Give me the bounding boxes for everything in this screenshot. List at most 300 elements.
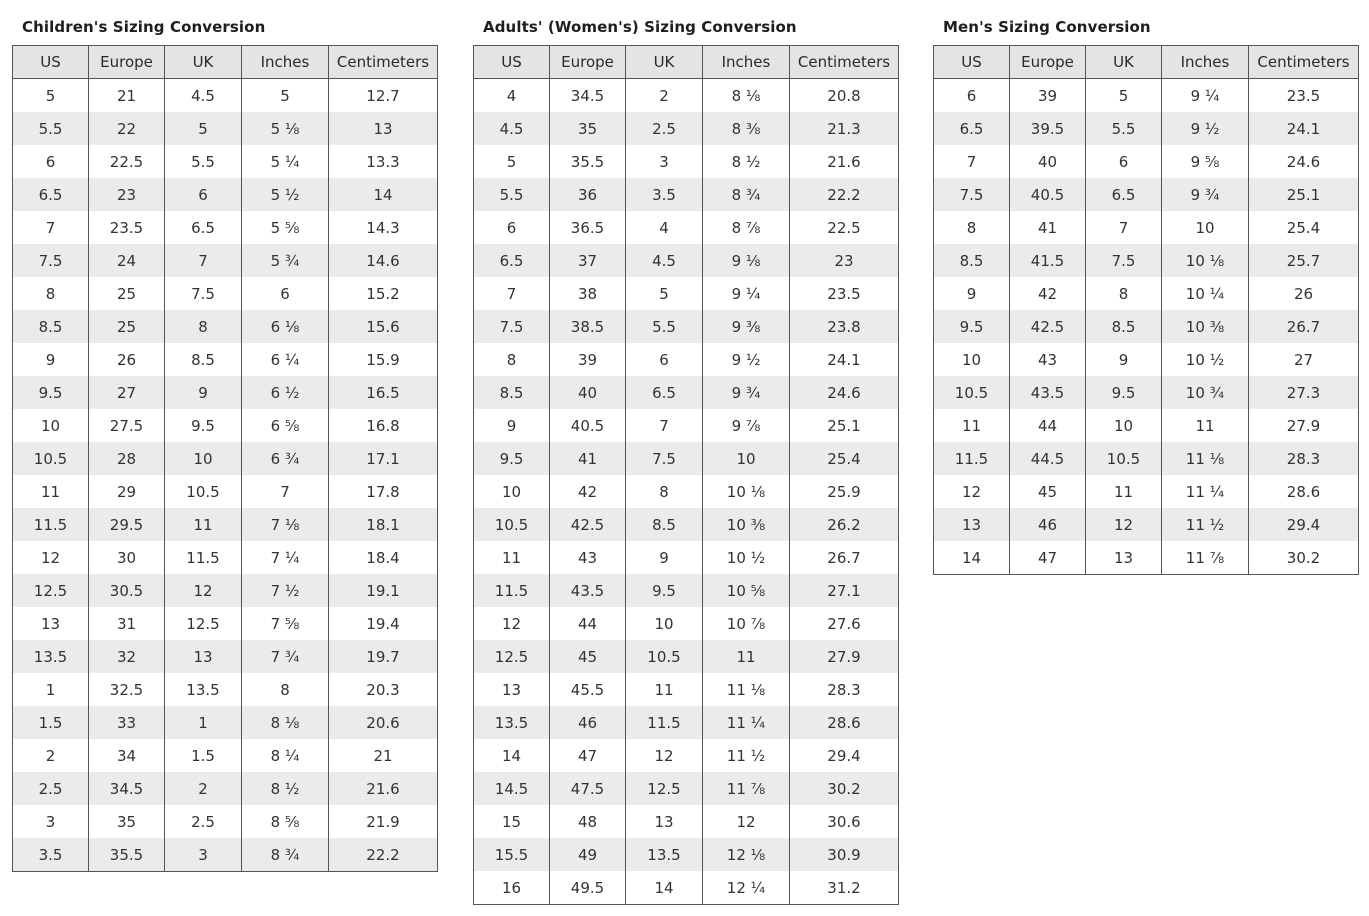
table-row [474,442,899,475]
cell-inches: 8 ⅝ [242,805,329,838]
cell-us: 9 [13,343,89,376]
cell-uk: 3.5 [626,178,703,211]
cell-europe: 27.5 [89,409,165,442]
cell-centimeters: 27.9 [790,640,899,673]
cell-uk: 7.5 [626,442,703,475]
cell-inches: 10 ⅝ [703,574,790,607]
table-row [13,739,438,772]
cell-uk: 8.5 [1086,310,1162,343]
cell-us: 13 [13,607,89,640]
cell-inches: 6 ⅛ [242,310,329,343]
cell-europe: 39 [1010,79,1086,113]
cell-us: 12.5 [13,574,89,607]
table-row [474,673,899,706]
cell-centimeters: 16.8 [329,409,438,442]
cell-us: 9.5 [474,442,550,475]
cell-europe: 44 [1010,409,1086,442]
cell-uk: 5 [1086,79,1162,113]
cell-inches: 5 [242,79,329,113]
cell-uk: 12.5 [165,607,242,640]
cell-us: 10.5 [13,442,89,475]
cell-europe: 30.5 [89,574,165,607]
cell-inches: 11 [703,640,790,673]
table-row [474,805,899,838]
cell-inches: 10 ¼ [1162,277,1249,310]
cell-europe: 30 [89,541,165,574]
table-row [474,211,899,244]
cell-centimeters: 14.3 [329,211,438,244]
cell-us: 6 [13,145,89,178]
table-row [474,607,899,640]
men-sizing-table [933,45,1359,575]
cell-europe: 22 [89,112,165,145]
cell-europe: 35 [550,112,626,145]
women-sizing-table [473,45,899,905]
table-row [934,376,1359,409]
table-row [474,277,899,310]
cell-inches: 10 ½ [1162,343,1249,376]
table-row [13,310,438,343]
table-row [13,706,438,739]
cell-us: 5.5 [474,178,550,211]
cell-inches: 9 ½ [703,343,790,376]
cell-us: 7 [13,211,89,244]
cell-us: 7 [474,277,550,310]
cell-us: 1.5 [13,706,89,739]
cell-uk: 9.5 [165,409,242,442]
cell-uk: 9.5 [1086,376,1162,409]
cell-europe: 42.5 [1010,310,1086,343]
cell-us: 3 [13,805,89,838]
cell-inches: 10 [703,442,790,475]
cell-europe: 35.5 [89,838,165,872]
cell-uk: 8 [1086,277,1162,310]
cell-centimeters: 14 [329,178,438,211]
cell-uk: 13.5 [165,673,242,706]
cell-uk: 9 [165,376,242,409]
cell-inches: 7 ¼ [242,541,329,574]
cell-us: 7.5 [934,178,1010,211]
cell-inches: 9 ⅜ [703,310,790,343]
table-row [934,145,1359,178]
table-header-row [934,46,1359,79]
cell-europe: 34 [89,739,165,772]
cell-centimeters: 13 [329,112,438,145]
column-header-centimeters: Centimeters [329,46,438,79]
cell-uk: 6.5 [626,376,703,409]
cell-centimeters: 25.4 [790,442,899,475]
cell-inches: 6 ¼ [242,343,329,376]
cell-centimeters: 12.7 [329,79,438,113]
table-row [474,376,899,409]
cell-europe: 34.5 [89,772,165,805]
cell-us: 9 [934,277,1010,310]
cell-centimeters: 20.3 [329,673,438,706]
cell-centimeters: 20.8 [790,79,899,113]
cell-inches: 9 ¼ [703,277,790,310]
cell-europe: 35.5 [550,145,626,178]
table-row [474,343,899,376]
cell-inches: 10 ½ [703,541,790,574]
table-row [934,112,1359,145]
cell-centimeters: 21 [329,739,438,772]
cell-uk: 4 [626,211,703,244]
cell-us: 8.5 [13,310,89,343]
cell-inches: 7 ⅛ [242,508,329,541]
cell-centimeters: 17.8 [329,475,438,508]
cell-uk: 9 [1086,343,1162,376]
cell-us: 6.5 [934,112,1010,145]
cell-uk: 7.5 [165,277,242,310]
cell-inches: 11 ¼ [703,706,790,739]
cell-centimeters: 29.4 [1249,508,1359,541]
cell-europe: 38.5 [550,310,626,343]
cell-centimeters: 26.2 [790,508,899,541]
cell-us: 13 [934,508,1010,541]
table-row [13,673,438,706]
cell-inches: 6 ⅝ [242,409,329,442]
table-row [13,838,438,872]
cell-centimeters: 22.2 [790,178,899,211]
cell-uk: 13 [1086,541,1162,575]
table-row [474,838,899,871]
cell-centimeters: 23.5 [1249,79,1359,113]
cell-inches: 12 ¼ [703,871,790,905]
cell-centimeters: 19.1 [329,574,438,607]
cell-europe: 40 [550,376,626,409]
cell-inches: 11 ⅛ [703,673,790,706]
cell-inches: 10 ⅛ [703,475,790,508]
cell-inches: 8 [242,673,329,706]
cell-uk: 4.5 [626,244,703,277]
cell-uk: 6.5 [165,211,242,244]
cell-centimeters: 18.4 [329,541,438,574]
column-header-centimeters: Centimeters [1249,46,1359,79]
cell-inches: 11 ¼ [1162,475,1249,508]
cell-centimeters: 21.6 [790,145,899,178]
table-row [13,607,438,640]
cell-europe: 32.5 [89,673,165,706]
cell-uk: 8.5 [165,343,242,376]
cell-us: 11 [13,475,89,508]
cell-inches: 11 ⅞ [703,772,790,805]
cell-centimeters: 25.1 [1249,178,1359,211]
cell-centimeters: 22.5 [790,211,899,244]
table-row [13,79,438,113]
cell-us: 9.5 [13,376,89,409]
table-row [934,211,1359,244]
cell-inches: 9 ½ [1162,112,1249,145]
cell-uk: 2 [165,772,242,805]
cell-europe: 41 [550,442,626,475]
cell-europe: 23.5 [89,211,165,244]
cell-inches: 11 ½ [1162,508,1249,541]
table-row [474,310,899,343]
cell-inches: 8 ⅛ [242,706,329,739]
cell-us: 15 [474,805,550,838]
cell-uk: 5 [165,112,242,145]
cell-inches: 6 ¾ [242,442,329,475]
cell-europe: 37 [550,244,626,277]
table-row [13,442,438,475]
table-row [474,772,899,805]
cell-uk: 12.5 [626,772,703,805]
cell-us: 11 [934,409,1010,442]
cell-uk: 7 [165,244,242,277]
cell-uk: 11 [1086,475,1162,508]
table-row [474,475,899,508]
cell-inches: 7 ⅝ [242,607,329,640]
table-row [934,178,1359,211]
cell-centimeters: 30.9 [790,838,899,871]
cell-inches: 5 ¾ [242,244,329,277]
table-row [934,409,1359,442]
cell-inches: 8 ⅜ [703,112,790,145]
cell-inches: 8 ¼ [242,739,329,772]
cell-inches: 9 ⅛ [703,244,790,277]
column-header-europe: Europe [1010,46,1086,79]
cell-uk: 8 [165,310,242,343]
cell-uk: 10.5 [626,640,703,673]
table-row [474,508,899,541]
table-row [13,211,438,244]
cell-europe: 46 [550,706,626,739]
cell-centimeters: 13.3 [329,145,438,178]
cell-centimeters: 26.7 [790,541,899,574]
cell-inches: 10 ⅛ [1162,244,1249,277]
cell-inches: 6 [242,277,329,310]
cell-centimeters: 18.1 [329,508,438,541]
cell-inches: 9 ⅝ [1162,145,1249,178]
table-row [934,541,1359,575]
cell-uk: 8 [626,475,703,508]
cell-centimeters: 22.2 [329,838,438,872]
cell-uk: 12 [1086,508,1162,541]
cell-uk: 3 [626,145,703,178]
cell-inches: 8 ⅞ [703,211,790,244]
cell-us: 10.5 [934,376,1010,409]
cell-us: 12 [13,541,89,574]
cell-uk: 3 [165,838,242,872]
cell-centimeters: 30.2 [1249,541,1359,575]
cell-europe: 43 [550,541,626,574]
cell-europe: 41 [1010,211,1086,244]
cell-centimeters: 25.9 [790,475,899,508]
cell-europe: 44.5 [1010,442,1086,475]
cell-uk: 11 [165,508,242,541]
cell-europe: 29.5 [89,508,165,541]
cell-europe: 21 [89,79,165,113]
cell-us: 13.5 [13,640,89,673]
cell-europe: 49.5 [550,871,626,905]
cell-inches: 5 ⅛ [242,112,329,145]
cell-uk: 10 [165,442,242,475]
cell-us: 8.5 [474,376,550,409]
table-row [474,145,899,178]
cell-us: 7 [934,145,1010,178]
cell-europe: 42 [1010,277,1086,310]
cell-inches: 5 ½ [242,178,329,211]
cell-europe: 41.5 [1010,244,1086,277]
column-header-inches: Inches [703,46,790,79]
table-row [474,409,899,442]
cell-uk: 5.5 [165,145,242,178]
cell-uk: 12 [165,574,242,607]
cell-centimeters: 25.1 [790,409,899,442]
table-row [13,277,438,310]
cell-uk: 2.5 [165,805,242,838]
cell-centimeters: 19.4 [329,607,438,640]
cell-centimeters: 27.9 [1249,409,1359,442]
table-row [934,310,1359,343]
cell-europe: 47.5 [550,772,626,805]
cell-us: 10 [13,409,89,442]
cell-centimeters: 23.5 [790,277,899,310]
table-row [13,508,438,541]
cell-centimeters: 29.4 [790,739,899,772]
cell-us: 12 [474,607,550,640]
cell-centimeters: 19.7 [329,640,438,673]
column-header-us: US [934,46,1010,79]
cell-centimeters: 28.6 [1249,475,1359,508]
cell-centimeters: 27 [1249,343,1359,376]
cell-europe: 29 [89,475,165,508]
cell-europe: 42 [550,475,626,508]
cell-inches: 8 ½ [242,772,329,805]
cell-inches: 11 ½ [703,739,790,772]
cell-centimeters: 15.6 [329,310,438,343]
cell-centimeters: 14.6 [329,244,438,277]
cell-inches: 5 ⅝ [242,211,329,244]
cell-us: 6.5 [13,178,89,211]
cell-centimeters: 24.6 [790,376,899,409]
cell-us: 14 [934,541,1010,575]
cell-inches: 5 ¼ [242,145,329,178]
cell-inches: 10 ⅜ [703,508,790,541]
cell-uk: 5 [626,277,703,310]
cell-inches: 9 ⅞ [703,409,790,442]
cell-europe: 49 [550,838,626,871]
table-row [474,541,899,574]
cell-europe: 33 [89,706,165,739]
cell-centimeters: 24.1 [1249,112,1359,145]
cell-us: 4 [474,79,550,113]
table-row [934,475,1359,508]
cell-inches: 11 [1162,409,1249,442]
cell-inches: 7 ¾ [242,640,329,673]
cell-inches: 8 ¾ [703,178,790,211]
table-row [13,409,438,442]
cell-europe: 26 [89,343,165,376]
cell-centimeters: 26 [1249,277,1359,310]
cell-us: 5 [474,145,550,178]
cell-centimeters: 27.3 [1249,376,1359,409]
cell-us: 10 [474,475,550,508]
cell-inches: 10 ⅞ [703,607,790,640]
cell-europe: 24 [89,244,165,277]
cell-europe: 38 [550,277,626,310]
cell-uk: 11.5 [626,706,703,739]
cell-inches: 8 ⅛ [703,79,790,113]
cell-us: 11.5 [474,574,550,607]
cell-europe: 39 [550,343,626,376]
cell-centimeters: 21.6 [329,772,438,805]
table-row [13,772,438,805]
cell-inches: 10 ⅜ [1162,310,1249,343]
cell-inches: 12 ⅛ [703,838,790,871]
cell-europe: 46 [1010,508,1086,541]
cell-inches: 10 [1162,211,1249,244]
table-row [474,112,899,145]
cell-uk: 14 [626,871,703,905]
cell-centimeters: 21.3 [790,112,899,145]
column-header-uk: UK [626,46,703,79]
cell-uk: 5.5 [1086,112,1162,145]
table-row [474,640,899,673]
cell-europe: 45 [1010,475,1086,508]
cell-us: 10 [934,343,1010,376]
table-row [13,178,438,211]
cell-uk: 7.5 [1086,244,1162,277]
cell-uk: 10 [1086,409,1162,442]
cell-europe: 43.5 [550,574,626,607]
cell-us: 6.5 [474,244,550,277]
cell-europe: 31 [89,607,165,640]
cell-europe: 36 [550,178,626,211]
cell-us: 8 [474,343,550,376]
cell-europe: 23 [89,178,165,211]
cell-inches: 10 ¾ [1162,376,1249,409]
cell-us: 16 [474,871,550,905]
table-row [934,277,1359,310]
table-header-row [13,46,438,79]
table-row [13,112,438,145]
cell-uk: 10.5 [165,475,242,508]
cell-centimeters: 28.6 [790,706,899,739]
column-header-us: US [13,46,89,79]
table-row [13,640,438,673]
cell-centimeters: 24.1 [790,343,899,376]
table-header-row [474,46,899,79]
table-row [474,79,899,113]
cell-europe: 40.5 [550,409,626,442]
column-header-europe: Europe [550,46,626,79]
cell-uk: 13 [626,805,703,838]
cell-europe: 45.5 [550,673,626,706]
cell-us: 7.5 [13,244,89,277]
table-row [474,178,899,211]
table-row [934,442,1359,475]
cell-centimeters: 21.9 [329,805,438,838]
cell-europe: 25 [89,277,165,310]
cell-uk: 6 [626,343,703,376]
cell-centimeters: 27.1 [790,574,899,607]
table-row [474,574,899,607]
column-header-uk: UK [165,46,242,79]
column-header-centimeters: Centimeters [790,46,899,79]
table-row [474,871,899,905]
cell-uk: 12 [626,739,703,772]
cell-inches: 11 ⅞ [1162,541,1249,575]
cell-us: 15.5 [474,838,550,871]
table-row [13,376,438,409]
cell-us: 14 [474,739,550,772]
cell-us: 9 [474,409,550,442]
cell-europe: 22.5 [89,145,165,178]
cell-uk: 9.5 [626,574,703,607]
cell-centimeters: 25.7 [1249,244,1359,277]
cell-inches: 6 ½ [242,376,329,409]
